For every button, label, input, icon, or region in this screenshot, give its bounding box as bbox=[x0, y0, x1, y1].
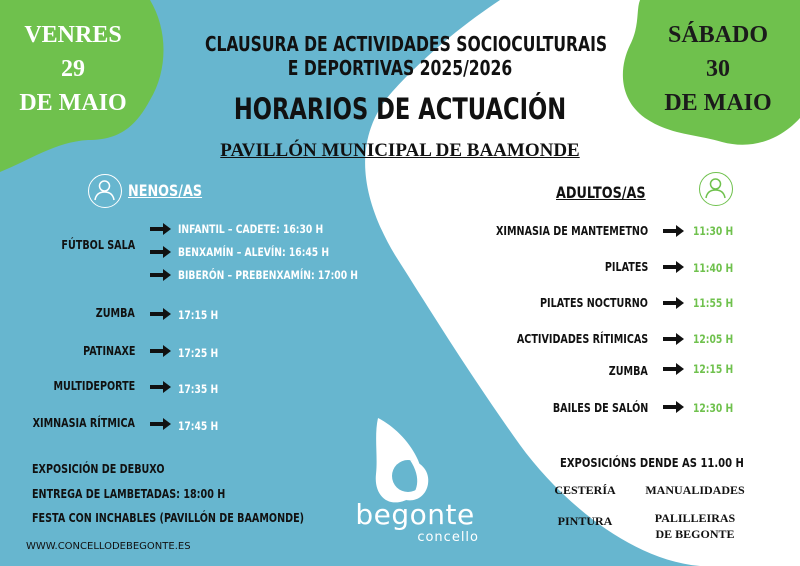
left-date-block bbox=[12, 18, 134, 120]
arrow-right-icon bbox=[663, 260, 685, 274]
futbol-sala-label: FÚTBOL SALA bbox=[61, 238, 135, 252]
kids-activity-label: PATINAXE bbox=[82, 344, 135, 358]
adults-activity-label: PILATES NOCTURNO bbox=[540, 296, 648, 310]
kids-activity-time: 17:25 H bbox=[178, 346, 219, 360]
kids-activity-label: ZUMBA bbox=[95, 306, 135, 320]
arrow-right-icon bbox=[663, 332, 685, 346]
logo-wordmark: begonte bbox=[355, 498, 475, 531]
kids-activity-label: XIMNASIA RÍTMICA bbox=[32, 416, 135, 430]
venue-title: PAVILLÓN MUNICIPAL DE BAAMONDE bbox=[220, 140, 580, 161]
left-date-line: 29 bbox=[61, 56, 85, 82]
adults-activity-label: XIMNASIA DE MANTEMETNO bbox=[495, 224, 648, 238]
right-date-line: DE MAIO bbox=[664, 90, 772, 116]
adults-activity-time: 12:05 H bbox=[693, 332, 734, 346]
adults-activity-label: ZUMBA bbox=[608, 364, 648, 378]
adults-activity-time: 11:40 H bbox=[693, 261, 734, 275]
left-date-line: DE MAIO bbox=[19, 90, 127, 116]
arrow-right-icon bbox=[663, 296, 685, 310]
futbol-item: INFANTIL – CADETE: 16:30 H bbox=[178, 222, 324, 236]
exhibition-item: MANUALIDADES bbox=[645, 483, 745, 497]
arrow-right-icon bbox=[150, 268, 172, 282]
arrow-right-icon bbox=[150, 245, 172, 259]
right-date-line: 30 bbox=[706, 56, 730, 82]
arrow-right-icon bbox=[663, 362, 685, 376]
futbol-item: BIBERÓN – PREBENXAMÍN: 17:00 H bbox=[178, 268, 359, 282]
kids-activity-time: 17:15 H bbox=[178, 308, 219, 322]
exhibition-item: PALILLEIRAS DE BEGONTE bbox=[654, 511, 736, 541]
futbol-item: BENXAMÍN – ALEVÍN: 16:45 H bbox=[178, 245, 330, 259]
schedule-title: HORARIOS DE ACTUACIÓN bbox=[233, 92, 567, 126]
adults-activity-label: ACTIVIDADES RÍTIMICAS bbox=[516, 332, 648, 346]
left-date-line: VENRES bbox=[24, 22, 122, 48]
logo-subtitle: concello bbox=[417, 530, 479, 545]
adults-activity-time: 12:30 H bbox=[693, 401, 734, 415]
adults-activity-label: PILATES bbox=[604, 260, 648, 274]
kids-heading: NENOS/AS bbox=[128, 181, 203, 200]
exhibition-item: CESTERÍA bbox=[554, 483, 616, 497]
kids-extra: ENTREGA DE LAMBETADAS: 18:00 H bbox=[32, 487, 226, 501]
kids-activity-time: 17:35 H bbox=[178, 382, 219, 396]
arrow-right-icon bbox=[663, 400, 685, 414]
kids-extra: EXPOSICIÓN DE DEBUXO bbox=[32, 462, 165, 476]
event-title-line2: E DEPORTIVAS 2025/2026 bbox=[287, 56, 513, 80]
arrow-right-icon bbox=[150, 222, 172, 236]
arrow-right-icon bbox=[150, 417, 172, 431]
arrow-right-icon bbox=[150, 307, 172, 321]
begonte-logo-mark bbox=[370, 416, 450, 506]
event-title-line1: CLAUSURA DE ACTIVIDADES SOCIOCULTURAIS bbox=[205, 32, 608, 56]
adults-heading: ADULTOS/AS bbox=[556, 183, 646, 202]
arrow-right-icon bbox=[150, 344, 172, 358]
right-date-block bbox=[652, 18, 784, 120]
kids-extra: FESTA CON INCHABLES (PAVILLÓN DE BAAMONDE) bbox=[32, 511, 305, 525]
user-icon bbox=[699, 172, 733, 206]
arrow-right-icon bbox=[663, 224, 685, 238]
website-link[interactable]: WWW.CONCELLODEBEGONTE.ES bbox=[26, 541, 191, 552]
adults-activity-time: 11:30 H bbox=[693, 224, 734, 238]
event-title bbox=[205, 32, 608, 80]
adults-activity-label: BAILES DE SALÓN bbox=[552, 401, 648, 415]
kids-activity-label: MULTIDEPORTE bbox=[53, 379, 135, 393]
exhibitions-title: EXPOSICIÓNS DENDE AS 11.00 H bbox=[560, 455, 744, 470]
arrow-right-icon bbox=[150, 380, 172, 394]
right-date-line: SÁBADO bbox=[667, 22, 769, 48]
kids-activity-time: 17:45 H bbox=[178, 419, 219, 433]
exhibition-item: PINTURA bbox=[557, 514, 613, 528]
adults-activity-time: 11:55 H bbox=[693, 296, 734, 310]
user-icon bbox=[88, 174, 122, 208]
adults-activity-time: 12:15 H bbox=[693, 362, 734, 376]
